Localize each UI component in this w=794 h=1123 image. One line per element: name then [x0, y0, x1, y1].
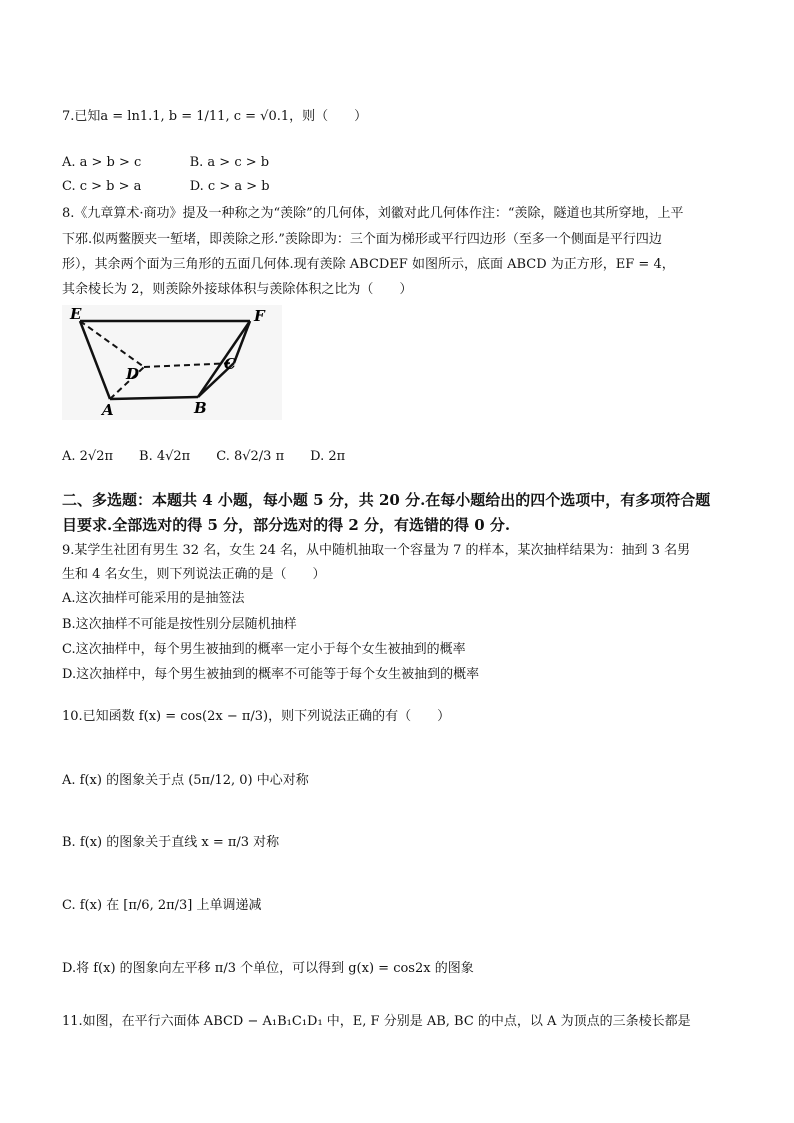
- q7-options-row1: [62, 154, 742, 172]
- q9-option-c: C.这次抽样中，每个男生被抽到的概率一定小于每个女生被抽到的概率: [62, 642, 466, 657]
- q10-option-c: C. f(x) 在 [π/6, 2π/3] 上单调递减: [62, 898, 262, 913]
- q7-stem: 7.已知a = ln1.1, b = 1/11, c = √0.1，则（ ）: [62, 109, 368, 124]
- section2-heading-line2: 目要求.全部选对的得 5 分，部分选对的得 2 分，有选错的得 0 分.: [62, 516, 511, 534]
- q10-option-a: A. f(x) 的图象关于点 (5π/12, 0) 中心对称: [62, 773, 309, 788]
- q11-line-1: 11.如图，在平行六面体 ABCD − A₁B₁C₁D₁ 中，E, F 分别是 AB, BC 的中点，以 A 为顶点的三条棱长都是: [62, 1014, 691, 1029]
- q8-line-2: 下邪.似两鳖腝夹一堑堵，即羡除之形.”羡除即为：三个面为梯形或平行四边形（至多一个侧面是平行四边: [62, 232, 662, 247]
- q8-options: A. 2√2π B. 4√2π C. 8√2/3 π D. 2π: [62, 449, 346, 464]
- label-d: D: [126, 365, 140, 383]
- q7-option-a: A. a > b > c: [62, 155, 142, 170]
- q7-option-c: C. c > b > a: [62, 179, 142, 194]
- q8-line-3: 形），其余两个面为三角形的五面几何体.现有羡除 ABCDEF 如图所示，底面 ABCD 为正方形，EF = 4，: [62, 257, 675, 272]
- q8-line-4: 其余棱长为 2，则羡除外接球体积与羡除体积之比为（ ）: [62, 282, 413, 297]
- q10-option-d: D.将 f(x) 的图象向左平移 π/3 个单位，可以得到 g(x) = cos2x 的图象: [62, 961, 474, 976]
- q8-figure: [62, 305, 282, 420]
- section2-heading-line1: 二、多选题：本题共 4 小题，每小题 5 分，共 20 分.在每小题给出的四个选项中，有多项符合题: [62, 491, 711, 509]
- q8-line-1: 8.《九章算术·商功》提及一种称之为“羡除”的几何体，刘徽对此几何体作注：“羡除，隧道也其所穿地，上平: [62, 206, 684, 221]
- q9-option-b: B.这次抽样不可能是按性别分层随机抽样: [62, 617, 297, 632]
- q10-stem: 10.已知函数 f(x) = cos(2x − π/3)，则下列说法正确的有（ ）: [62, 709, 451, 724]
- label-e: E: [70, 305, 82, 323]
- q9-option-a: A.这次抽样可能采用的是抽签法: [62, 591, 245, 606]
- label-c: C: [224, 355, 236, 373]
- q7-option-b: B. a > c > b: [189, 155, 270, 170]
- q9-line-2: 生和 4 名女生，则下列说法正确的是（ ）: [62, 567, 326, 582]
- q10-option-b: B. f(x) 的图象关于直线 x = π/3 对称: [62, 835, 280, 850]
- label-b: B: [194, 399, 207, 417]
- q7-options-row2: [62, 178, 742, 196]
- label-a: A: [102, 401, 114, 419]
- q9-option-d: D.这次抽样中，每个男生被抽到的概率不可能等于每个女生被抽到的概率: [62, 667, 480, 682]
- q7-option-d: D. c > a > b: [189, 179, 270, 194]
- q9-line-1: 9.某学生社团有男生 32 名，女生 24 名，从中随机抽取一个容量为 7 的样本，某次抽样结果为：抽到 3 名男: [62, 543, 691, 558]
- label-f: F: [254, 307, 265, 325]
